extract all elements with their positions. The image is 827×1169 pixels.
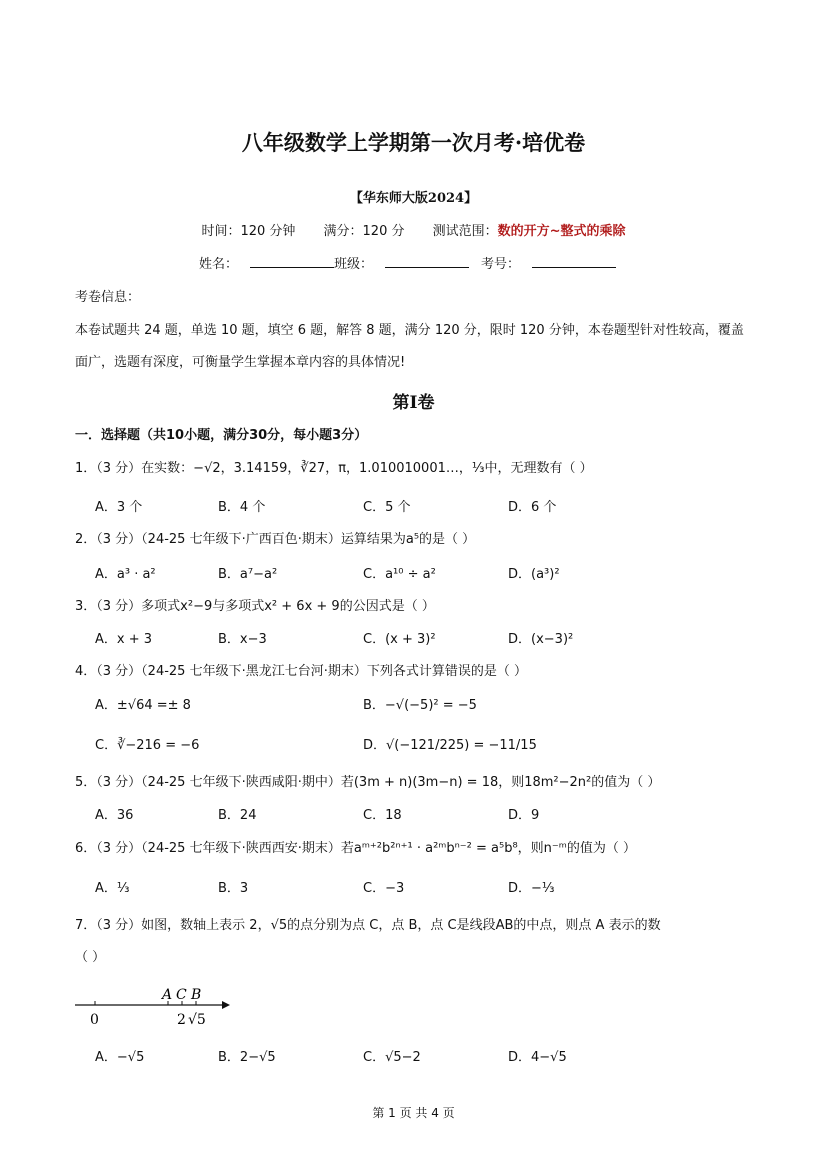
point-label-b: B: [191, 987, 202, 1003]
answer-option[interactable]: C．∛−216 = −6: [95, 738, 200, 753]
answer-option[interactable]: B．a⁷−a²: [218, 567, 278, 582]
answer-option[interactable]: D．−⅓: [508, 881, 555, 896]
question-stem: （ ）: [75, 950, 106, 965]
id-label: 考号：: [481, 257, 521, 272]
class-label: 班级：: [333, 257, 373, 272]
answer-option[interactable]: D．4−√5: [508, 1050, 567, 1065]
section-heading: 一．选择题（共10小题，满分30分，每小题3分）: [75, 428, 368, 443]
answer-option[interactable]: D．(x−3)²: [508, 632, 574, 647]
time-limit: 时间：120 分钟: [201, 224, 296, 239]
exam-info-line: 本卷试题共 24 题，单选 10 题，填空 6 题，解答 8 题，满分 120 分，限时 120 分钟，本卷题型针对性较高，覆盖: [75, 323, 744, 338]
exam-title: 八年级数学上学期第一次月考·培优卷: [241, 130, 586, 155]
answer-option[interactable]: C．(x + 3)²: [363, 632, 436, 647]
answer-option[interactable]: A．a³ · a²: [95, 567, 156, 582]
question-stem: 5．（3 分）（24-25 七年级下·陕西咸阳·期中）若(3m + n)(3m−n) = 18，则18m²−2n²的值为（ ）: [75, 775, 661, 790]
answer-option[interactable]: B．x−3: [218, 632, 267, 647]
answer-option[interactable]: A．3 个: [95, 500, 143, 515]
test-range-label: 测试范围：: [432, 224, 498, 239]
test-range: [433, 224, 626, 239]
question-stem: 3．（3 分）多项式x²−9与多项式x² + 6x + 9的公因式是（ ）: [75, 599, 435, 614]
tick-label-0: 0: [90, 1012, 99, 1028]
exam-meta: [0, 220, 827, 239]
answer-option[interactable]: C．18: [363, 808, 402, 823]
answer-option[interactable]: A．36: [95, 808, 134, 823]
volume-title: 第Ⅰ卷: [392, 393, 435, 413]
answer-option[interactable]: B．2−√5: [218, 1050, 276, 1065]
id-blank[interactable]: [532, 255, 616, 268]
answer-option[interactable]: B．−√(−5)² = −5: [363, 698, 477, 713]
point-label-a: A: [162, 987, 173, 1003]
answer-option[interactable]: B．3: [218, 881, 249, 896]
point-label-c: C: [176, 987, 187, 1003]
answer-option[interactable]: D．9: [508, 808, 540, 823]
exam-info-line: 面广，选题有深度，可衡量学生掌握本章内容的具体情况!: [75, 355, 406, 370]
question-stem: 1．（3 分）在实数：−√2，3.14159，∛27，π，1.010010001…，⅓中，无理数有（ ）: [75, 461, 593, 476]
answer-option[interactable]: B．24: [218, 808, 257, 823]
answer-option[interactable]: D．6 个: [508, 500, 557, 515]
answer-option[interactable]: C．√5−2: [363, 1050, 421, 1065]
answer-option[interactable]: C．a¹⁰ ÷ a²: [363, 567, 436, 582]
student-fields: [0, 253, 827, 272]
answer-option[interactable]: A．±√64 =± 8: [95, 698, 191, 713]
test-range-value: 数的开方~整式的乘除: [497, 224, 626, 239]
answer-option[interactable]: A．⅓: [95, 881, 130, 896]
answer-option[interactable]: C．−3: [363, 881, 405, 896]
question-stem: 7．（3 分）如图，数轴上表示 2，√5的点分别为点 C，点 B，点 C是线段AB的中点，则点 A 表示的数: [75, 918, 661, 933]
page-footer: 第 1 页 共 4 页: [372, 1106, 455, 1120]
answer-option[interactable]: A．x + 3: [95, 632, 153, 647]
answer-option[interactable]: D．(a³)²: [508, 567, 560, 582]
class-blank[interactable]: [385, 255, 469, 268]
edition-label: 【华东师大版2024】: [349, 191, 478, 206]
answer-option[interactable]: B．4 个: [218, 500, 266, 515]
number-line-figure: [72, 982, 232, 1032]
name-label: 姓名：: [198, 257, 238, 272]
question-stem: 4．（3 分）（24-25 七年级下·黑龙江七台河·期末）下列各式计算错误的是（ ）: [75, 664, 527, 679]
question-stem: 2．（3 分）（24-25 七年级下·广西百色·期末）运算结果为a⁵的是（ ）: [75, 532, 476, 547]
exam-info-label: 考卷信息：: [75, 290, 141, 305]
answer-option[interactable]: D．√(−121/225) = −11/15: [363, 738, 537, 753]
answer-option[interactable]: A．−√5: [95, 1050, 145, 1065]
name-blank[interactable]: [250, 255, 334, 268]
answer-option[interactable]: C．5 个: [363, 500, 411, 515]
tick-label-sqrt5: √5: [188, 1012, 206, 1028]
arrow-head-icon: [222, 1001, 230, 1009]
question-stem: 6．（3 分）（24-25 七年级下·陕西西安·期末）若aᵐ⁺²b²ⁿ⁺¹ · a²ᵐbⁿ⁻² = a⁵b⁸，则n⁻ᵐ的值为（ ）: [75, 841, 637, 856]
tick-label-2: 2: [177, 1012, 186, 1028]
full-score: 满分：120 分: [323, 224, 405, 239]
